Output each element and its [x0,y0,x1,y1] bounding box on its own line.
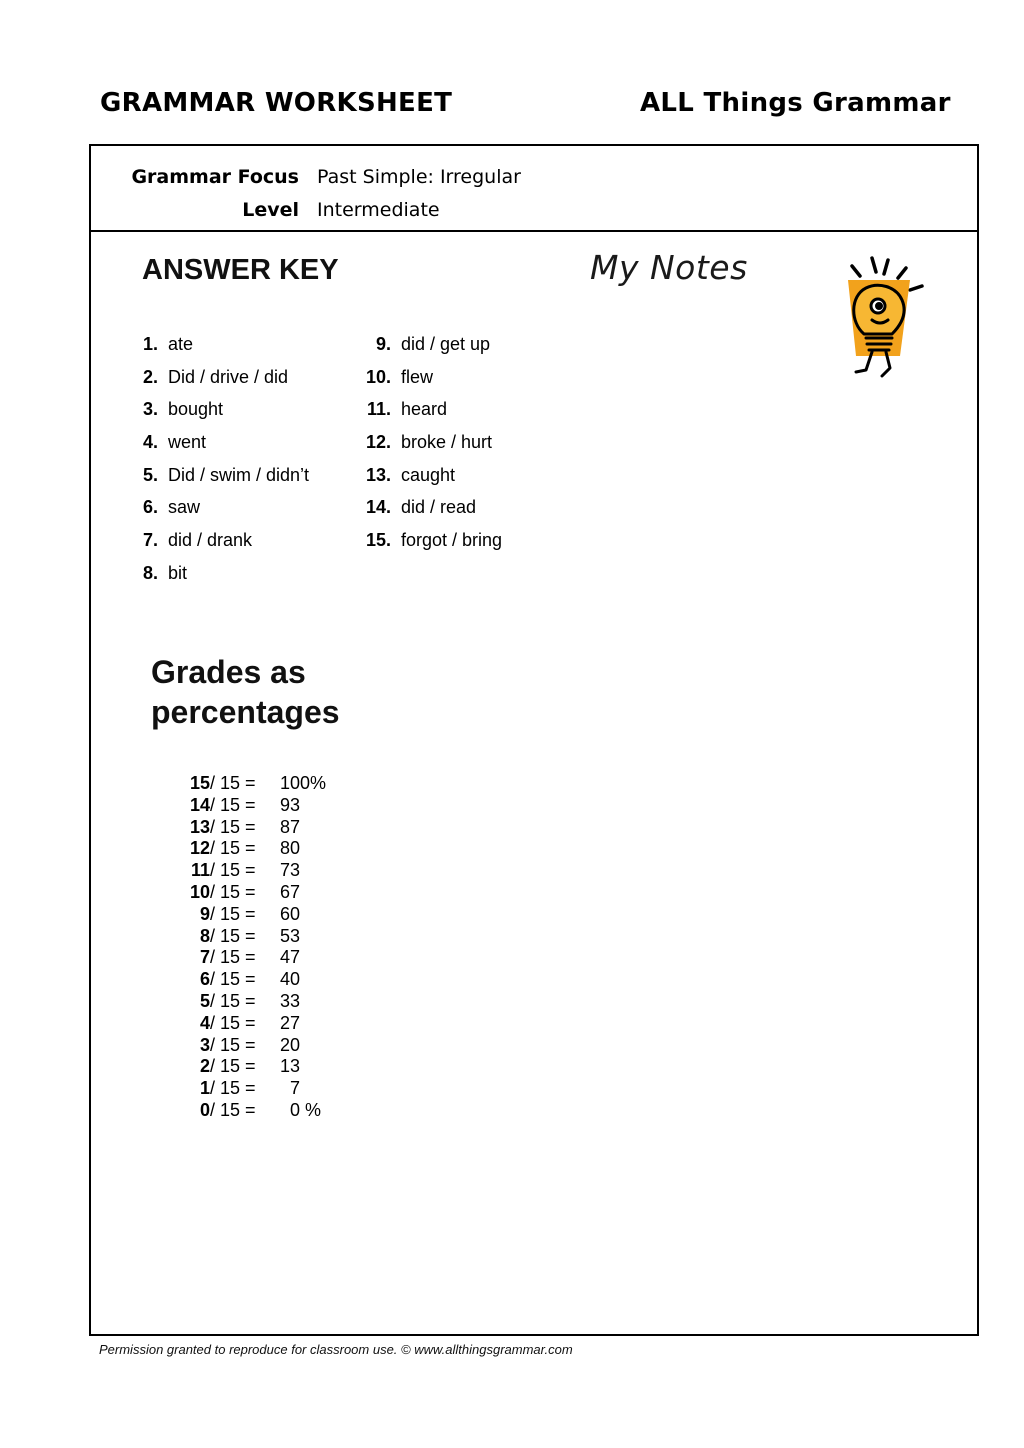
answer-number: 5. [142,464,158,485]
grade-score: 5 [199,990,210,1011]
grade-percent: 60 [280,903,301,924]
grade-percent: 93 [280,794,301,815]
grade-percent: 13 [280,1056,301,1077]
answer-key-title: ANSWER KEY [142,254,339,286]
grade-total: / 15 = [210,990,256,1011]
grade-total: / 15 = [210,925,256,946]
answer-number: 10. [365,366,391,387]
answer-item [362,393,502,426]
answer-item [362,328,502,361]
grade-score: 4 [199,1012,210,1033]
answer-item [142,557,309,590]
grade-score: 0 [199,1099,210,1120]
grade-percent: 80 [280,838,301,859]
answer-text: heard [401,399,448,420]
answer-number: 11. [366,399,391,420]
grade-score: 6 [199,969,210,990]
grades-title: Grades as percentages [151,654,340,730]
grade-percent: 73 [280,860,301,881]
grade-score: 2 [199,1056,210,1077]
worksheet-title: GRAMMAR WORKSHEET [100,88,453,118]
grade-total: / 15 = [210,860,256,881]
answer-item [142,361,309,394]
grade-score: 13 [189,816,210,837]
grade-row [160,926,326,948]
grade-row [160,947,326,969]
answer-number: 7. [142,530,158,551]
grade-row [160,1013,326,1035]
grade-score: 12 [189,838,210,859]
grade-row [160,795,326,817]
grade-percent: 0 % [280,1099,322,1120]
grade-row [160,991,326,1013]
grade-percent: 87 [280,816,301,837]
grade-percent: 33 [280,990,301,1011]
grade-score: 7 [199,947,210,968]
grade-total: / 15 = [210,1056,256,1077]
grade-total: / 15 = [210,881,256,902]
answer-number: 15. [365,530,391,551]
answer-number: 6. [142,497,158,518]
grade-percent: 7 [280,1078,301,1099]
grade-total: / 15 = [210,1078,256,1099]
answer-text: broke / hurt [401,432,493,453]
answer-item [362,459,502,492]
grade-row [160,904,326,926]
grade-total: / 15 = [210,838,256,859]
answer-text: went [168,432,207,453]
grade-total: / 15 = [210,1034,256,1055]
answer-item [142,524,309,557]
grade-score: 1 [199,1078,210,1099]
answer-number: 2. [142,366,158,387]
answer-text: bought [168,399,224,420]
grade-total: / 15 = [210,947,256,968]
answer-number: 8. [142,562,158,583]
answer-number: 12. [365,432,391,453]
my-notes-title: My Notes [590,248,748,287]
grade-score: 10 [189,881,210,902]
grade-score: 3 [199,1034,210,1055]
grade-total: / 15 = [210,773,256,793]
level-value: Intermediate [317,199,440,221]
grade-score: 11 [190,860,210,881]
grade-row [160,838,326,860]
grade-total: / 15 = [210,1099,256,1120]
answer-text: bit [168,562,188,583]
answer-item [362,361,502,394]
permission-footer: Permission granted to reproduce for classroom use. © www.allthingsgrammar.com [99,1342,573,1357]
answer-text: did / read [401,497,477,518]
grade-percent: 100% [280,773,327,793]
answer-item [142,328,309,361]
grade-score: 8 [199,925,210,946]
grade-row [160,969,326,991]
answer-number: 14. [365,497,391,518]
answer-text: flew [401,366,434,387]
grade-row [160,1100,326,1122]
grade-row [160,882,326,904]
grade-percent: 47 [280,947,301,968]
grammar-focus-label: Grammar Focus [131,166,299,188]
grammar-focus-row [91,162,977,192]
answer-text: did / drank [168,530,253,551]
answer-text: ate [168,334,194,354]
answer-text: saw [168,497,201,518]
grade-percent: 53 [280,925,301,946]
grade-row [160,860,326,882]
grade-total: / 15 = [210,903,256,924]
answer-column-2 [362,328,502,557]
answer-item [362,491,502,524]
grades-table [160,773,326,1122]
grade-row [160,1056,326,1078]
grade-percent: 20 [280,1034,301,1055]
grade-row [160,1078,326,1100]
lightbulb-icon [842,254,928,378]
answer-text: caught [401,464,456,485]
grammar-focus-value: Past Simple: Irregular [317,166,521,188]
grade-percent: 67 [280,881,301,902]
grade-row [160,1035,326,1057]
header-divider [91,230,977,232]
answer-item [142,426,309,459]
answer-item [142,491,309,524]
grade-score: 14 [189,794,210,815]
grade-row [160,817,326,839]
answer-number: 4. [142,432,158,453]
answer-item [362,426,502,459]
answer-item [142,459,309,492]
answer-text: Did / swim / didn’t [168,464,310,485]
answer-text: Did / drive / did [168,366,289,387]
grade-total: / 15 = [210,816,256,837]
answer-number: 1. [142,334,158,354]
grade-percent: 27 [280,1012,301,1033]
grade-score: 9 [199,903,210,924]
level-row [91,195,977,225]
answer-number: 3. [142,399,158,420]
grade-percent: 40 [280,969,301,990]
answer-item [362,524,502,557]
answer-number: 9. [375,334,391,354]
answer-text: forgot / bring [401,530,503,551]
level-label: Level [242,199,299,221]
grade-row [160,773,326,795]
answer-item [142,393,309,426]
grade-total: / 15 = [210,794,256,815]
grade-total: / 15 = [210,1012,256,1033]
grade-total: / 15 = [210,969,256,990]
grade-score: 15 [189,773,210,793]
answer-number: 13. [365,464,391,485]
answer-text: did / get up [401,334,491,354]
brand-title: ALL Things Grammar [640,88,951,118]
answer-column-1 [142,328,309,590]
